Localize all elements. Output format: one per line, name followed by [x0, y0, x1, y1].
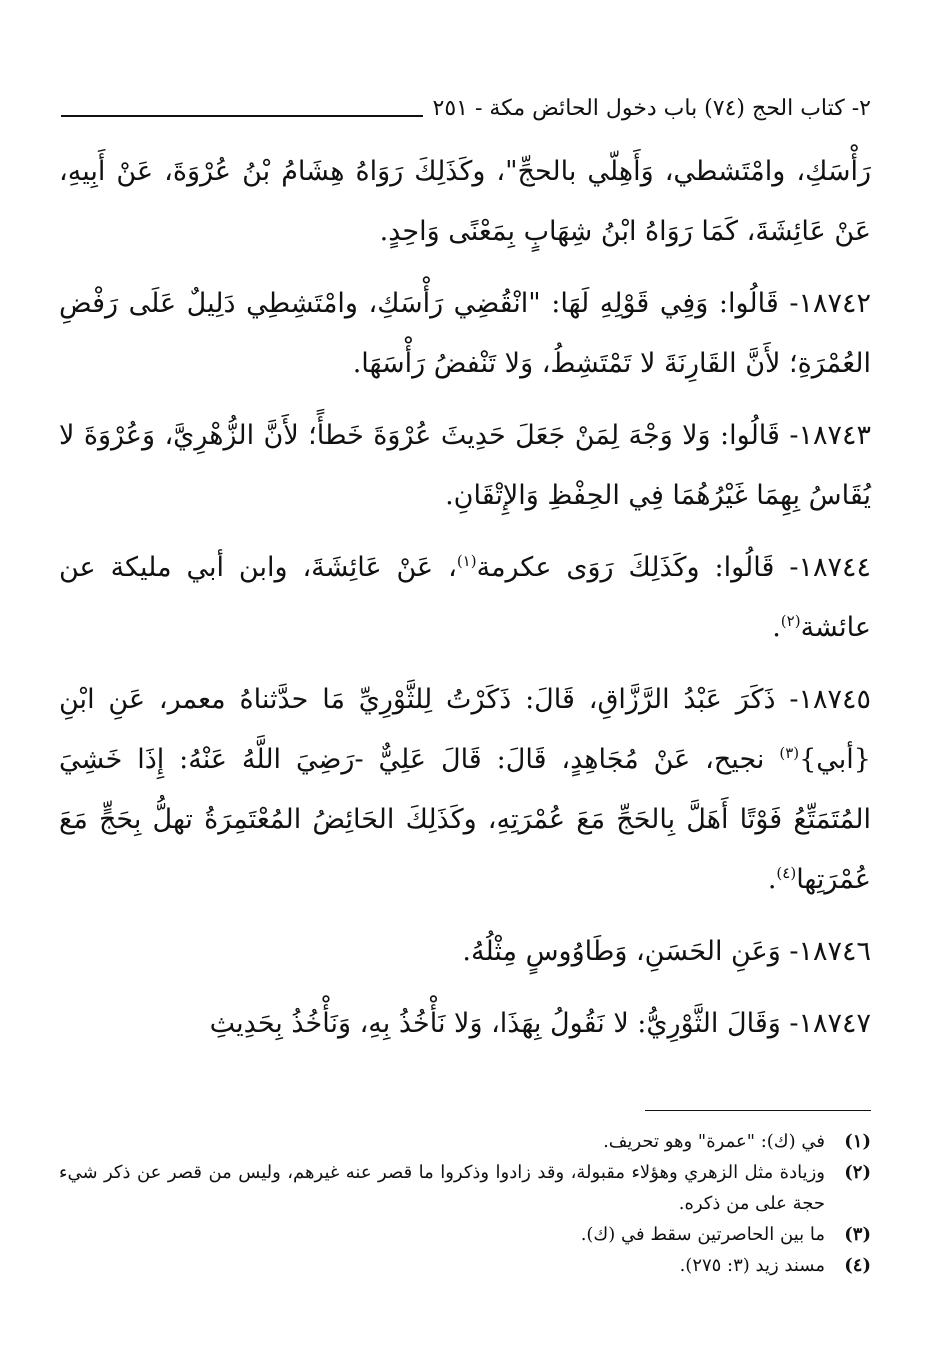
paragraph-text: رَأْسَكِ، وامْتَشطي، وَأَهِلّي بالحجِّ"، وكَذَلِكَ رَوَاهُ هِشَامُ بْنُ عُرْوَةَ، عَنْ أَبِيهِ، عَنْ عَائِشَةَ، كَمَا رَوَاهُ ابْنُ شِهَابٍ بِمَعْنًى وَاحِدٍ.: [59, 156, 871, 247]
footnote-4: [59, 1250, 871, 1281]
footnotes: [59, 1126, 871, 1281]
paragraph-18746: [59, 922, 871, 982]
paragraph-number: ١٨٧٤٢-: [789, 288, 871, 319]
paragraph-text: وَقَالَ الثَّوْرِيُّ: لا نَقُولُ بِهَذَا، وَلا نَأْخُذُ بِهِ، وَنَأْخُذُ بِحَدِيثِ: [209, 1008, 781, 1039]
paragraph-text-end: .: [767, 864, 777, 895]
paragraph-18742: [59, 274, 871, 394]
paragraph-text: قَالُوا: وكَذَلِكَ رَوَى عكرمة: [476, 552, 775, 583]
footnote-3: [59, 1219, 871, 1250]
footnote-ref-1[interactable]: (١): [456, 552, 477, 570]
footnote-1: [59, 1126, 871, 1157]
main-text: [59, 142, 871, 1066]
paragraph-number: ١٨٧٤٤-: [789, 552, 871, 583]
paragraph-number: ١٨٧٤٥-: [789, 684, 871, 715]
footnote-separator: [645, 1110, 871, 1111]
paragraph-number: ١٨٧٤٦-: [789, 936, 871, 967]
footnote-ref-4[interactable]: (٤): [776, 864, 797, 882]
header-title: ٢- كتاب الحج (٧٤) باب دخول الحائض مكة - ٢٥١: [432, 95, 871, 121]
paragraph-text: وَعَنِ الحَسَنِ، وَطَاوُوسٍ مِثْلُهُ.: [462, 936, 781, 967]
paragraph-number: ١٨٧٤٧-: [789, 1008, 871, 1039]
footnote-number: (٢): [844, 1162, 871, 1183]
running-header: [61, 88, 871, 128]
paragraph-18747: [59, 994, 871, 1054]
footnote-ref-3[interactable]: (٣): [779, 744, 800, 762]
footnote-text: ما بين الحاصرتين سقط في (ك).: [580, 1224, 825, 1245]
paragraph-continuation: [59, 142, 871, 262]
paragraph-text-end: .: [772, 612, 781, 643]
paragraph-18744: [59, 538, 871, 658]
footnote-text: في (ك): "عمرة" وهو تحريف.: [603, 1131, 825, 1152]
paragraph-text: قَالُوا: وَلا وَجْهَ لِمَنْ جَعَلَ حَدِيثَ عُرْوَةَ خَطأً؛ لأَنَّ الزُّهْرِيَّ، وَعُرْوَةَ لا يُقَاسُ بِهِمَا غَيْرُهُمَا فِي الحِفْظِ وَالإِتْقَانِ.: [59, 420, 871, 511]
paragraph-text-tail: نجيح، عَنْ مُجَاهِدٍ، قَالَ: قَالَ عَلِيٌّ -رَضِيَ اللَّهُ عَنْهُ: إِذَا خَشِيَ المُتَمَتِّعُ فَوْتًا أَهَلَّ بِالحَجِّ مَعَ عُمْرَتِهِ، وكَذَلِكَ الحَائِضُ المُعْتَمِرَةُ تهلُّ بِحَجٍّ مَعَ عُمْرَتِها: [59, 744, 871, 895]
paragraph-18745: [59, 670, 871, 910]
paragraph-18743: [59, 406, 871, 526]
paragraph-text: ذَكَرَ عَبْدُ الرَّزَّاقِ، قَالَ: ذَكَرْتُ لِلثَّوْرِيِّ مَا حدَّثناهُ معمر، عَنِ ابْنِ {أبي}: [59, 684, 871, 775]
paragraph-text: قَالُوا: وَفِي قَوْلِهِ لَهَا: "انْقُضِي رَأْسَكِ، وامْتَشِطِي دَلِيلٌ عَلَى رَفْضِ العُمْرَةِ؛ لأَنَّ القَارِنَةَ لا تَمْتَشِطُ، وَلا تَنْفضُ رَأْسَهَا.: [59, 288, 871, 379]
footnote-ref-2[interactable]: (٢): [780, 612, 801, 630]
footnote-2: [59, 1157, 871, 1219]
footnote-text: وزيادة مثل الزهري وهؤلاء مقبولة، وقد زادوا وذكروا ما قصر عنه غيرهم، وليس من قصر عن ذكر شيء حجة على من ذكره.: [59, 1162, 825, 1214]
footnote-text: مسند زيد (٣: ٢٧٥).: [679, 1255, 825, 1276]
paragraph-text-tail: ، عَنْ عَائِشَةَ، وابن أبي مليكة عن عائشة: [59, 552, 871, 643]
footnote-number: (٤): [844, 1255, 871, 1276]
footnote-number: (٣): [844, 1224, 871, 1245]
paragraph-number: ١٨٧٤٣-: [789, 420, 871, 451]
footnote-number: (١): [844, 1131, 871, 1152]
header-rule: [61, 115, 423, 117]
